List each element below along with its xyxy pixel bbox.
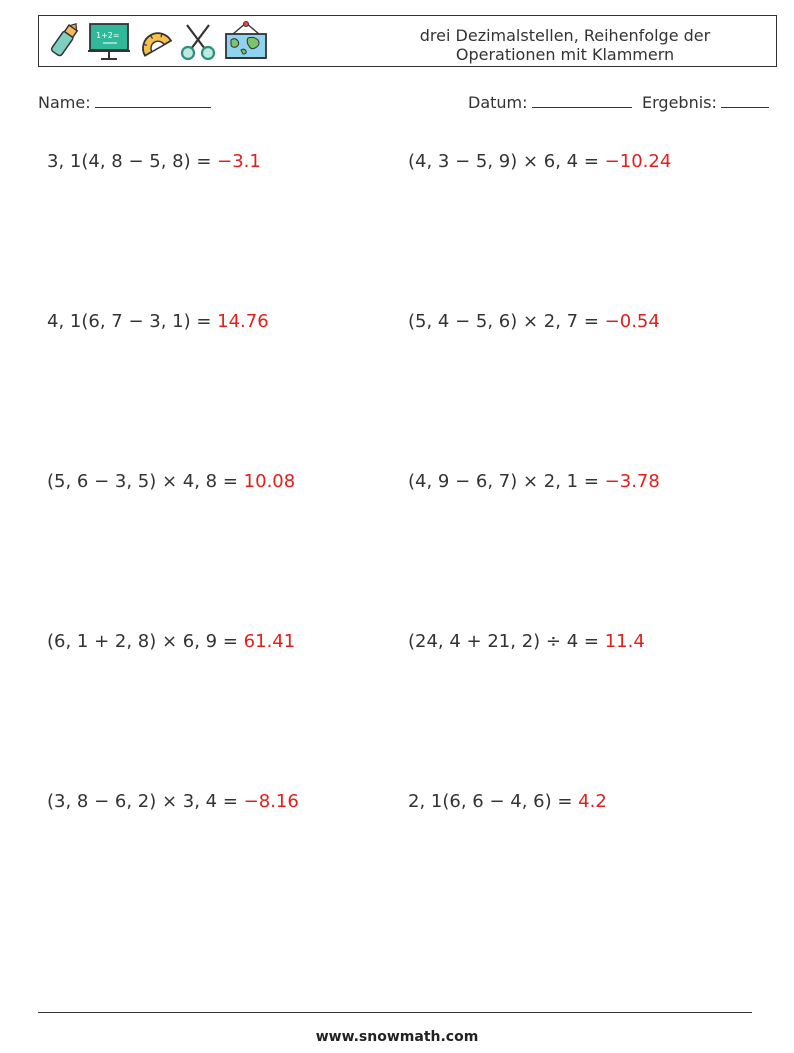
problem-answer: −0.54 (604, 311, 660, 332)
problem-answer: −8.16 (243, 791, 299, 812)
problem-3 (47, 311, 269, 332)
marker-icon (47, 20, 81, 62)
worksheet-title (400, 26, 730, 64)
problem-8 (408, 631, 645, 652)
problem-expression: (4, 3 − 5, 9) × 6, 4 = (408, 151, 605, 172)
problem-7 (47, 631, 295, 652)
problem-9 (47, 791, 299, 812)
title-line-1: drei Dezimalstellen, Reihenfolge der (419, 26, 711, 45)
problem-expression: (5, 4 − 5, 6) × 2, 7 = (408, 311, 605, 332)
problem-expression: (6, 1 + 2, 8) × 6, 9 = (47, 631, 244, 652)
problem-answer: 61.41 (243, 631, 296, 652)
result-field (642, 93, 769, 112)
problem-expression: 2, 1(6, 6 − 4, 6) = (408, 791, 579, 812)
result-label: Ergebnis: (642, 93, 717, 112)
result-blank[interactable] (721, 93, 769, 108)
name-blank[interactable] (95, 93, 211, 108)
problem-expression: (4, 9 − 6, 7) × 2, 1 = (408, 471, 605, 492)
problem-4 (408, 311, 660, 332)
problem-answer: −3.78 (604, 471, 660, 492)
header-icons (47, 20, 269, 62)
problem-10 (408, 791, 607, 812)
footer-website: www.snowmath.com (315, 1029, 479, 1045)
problem-expression: (24, 4 + 21, 2) ÷ 4 = (408, 631, 605, 652)
problem-5 (47, 471, 295, 492)
date-blank[interactable] (532, 93, 632, 108)
problem-expression: (3, 8 − 6, 2) × 3, 4 = (47, 791, 244, 812)
blackboard-icon (87, 21, 131, 61)
date-label: Datum: (468, 93, 528, 112)
date-field (468, 93, 632, 112)
problem-6 (408, 471, 660, 492)
problem-1 (47, 151, 261, 172)
problem-answer: −10.24 (604, 151, 672, 172)
scissors-icon (179, 21, 217, 61)
problem-expression: (5, 6 − 3, 5) × 4, 8 = (47, 471, 244, 492)
problem-answer: 4.2 (578, 791, 607, 812)
name-label: Name: (38, 93, 91, 112)
problem-answer: 14.76 (217, 311, 269, 332)
protractor-icon (137, 21, 173, 61)
problem-expression: 3, 1(4, 8 − 5, 8) = (47, 151, 218, 172)
worksheet-header (38, 15, 777, 67)
name-field (38, 93, 211, 112)
blackboard-text: 1+2= (96, 31, 120, 40)
problem-2 (408, 151, 671, 172)
title-line-2: Operationen mit Klammern (455, 45, 675, 64)
problem-expression: 4, 1(6, 7 − 3, 1) = (47, 311, 218, 332)
footer-divider (38, 1012, 752, 1013)
problem-answer: −3.1 (217, 151, 261, 172)
problem-answer: 10.08 (243, 471, 296, 492)
map-icon (223, 20, 269, 62)
problem-answer: 11.4 (604, 631, 645, 652)
